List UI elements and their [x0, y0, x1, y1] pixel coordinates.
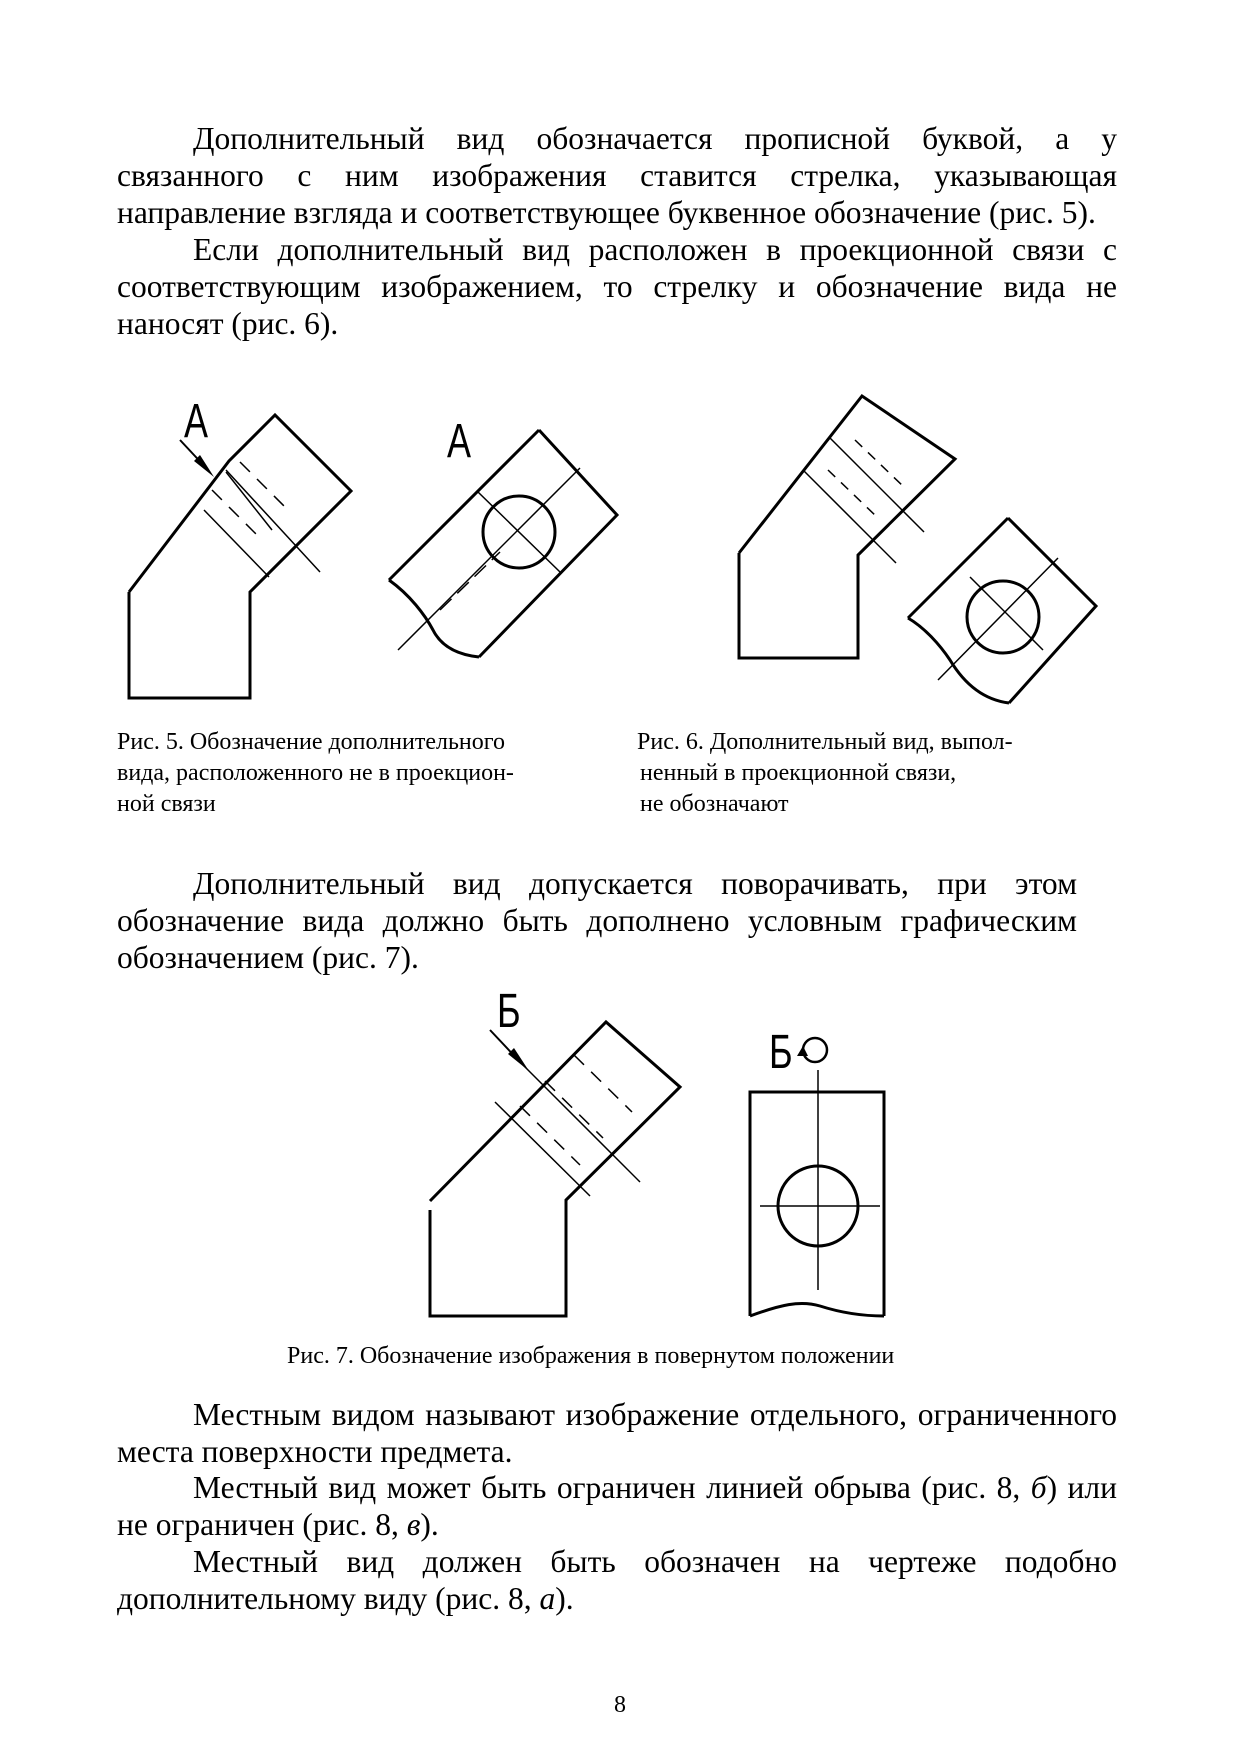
p5-text-end: ).	[420, 1507, 439, 1542]
rotation-sign-icon	[803, 1038, 827, 1062]
paragraph-2: Если дополнительный вид расположен в проекционной связи с соответствующим изображением, то стрелку и обозначение вида не наносят (рис. 6).	[117, 232, 1117, 341]
fig7-caption: Рис. 7. Обозначение изображения в повернутом положении	[287, 1343, 895, 1369]
p5-ref-v: в	[406, 1507, 421, 1542]
fig7-arrowhead	[508, 1048, 529, 1071]
p5-ref-b: б	[1030, 1470, 1047, 1505]
fig7-arrow-label: Б	[497, 984, 521, 1038]
fig5-arrow-label: А	[184, 394, 209, 448]
fig6-caption-line: не обозначают	[640, 791, 789, 817]
p5-text-mid: ) или не ограничен (рис. 8,	[117, 1470, 1117, 1542]
fig5-caption-line: ной связи	[117, 791, 216, 817]
page-number: 8	[614, 1692, 626, 1718]
p6-text-end: ).	[555, 1581, 574, 1616]
fig7-view-label: Б	[769, 1025, 793, 1079]
fig7-main-view	[430, 1022, 680, 1316]
p5-text: Местный вид может быть ограничен линией обрыва (рис. 8,	[193, 1470, 1031, 1505]
paragraph-6	[117, 1543, 1117, 1617]
fig6-caption-line: Рис. 6. Дополнительный вид, выпол-	[637, 729, 1013, 755]
p6-ref-a: а	[539, 1581, 556, 1616]
p6-text: Местный вид должен быть обозначен на чертеже подобно дополнительному виду (рис. 8,	[117, 1544, 1117, 1616]
paragraph-1: Дополнительный вид обозначается прописной буквой, а у связанного с ним изображения ставится стрелка, указывающая направление взгляда и соответствующее буквенное обозначение (рис. 5).	[117, 121, 1117, 230]
rotation-sign-arrowhead-icon	[797, 1046, 808, 1056]
paragraph-4: Местным видом называют изображение отдельного, ограниченного места поверхности предмета.	[117, 1397, 1117, 1469]
fig5-view-label: А	[447, 414, 472, 468]
fig7-rotated-view	[750, 1038, 884, 1316]
paragraph-3: Дополнительный вид допускается поворачивать, при этом обозначение вида должно быть дополнено условным графическим обозначением (рис. 7).	[117, 866, 1077, 975]
fig6-caption-line: ненный в проекционной связи,	[640, 760, 957, 786]
fig5-caption-line: вида, расположенного не в проекцион-	[117, 760, 514, 786]
paragraph-5	[117, 1469, 1117, 1543]
fig5-caption-line: Рис. 5. Обозначение дополнительного	[117, 729, 506, 755]
